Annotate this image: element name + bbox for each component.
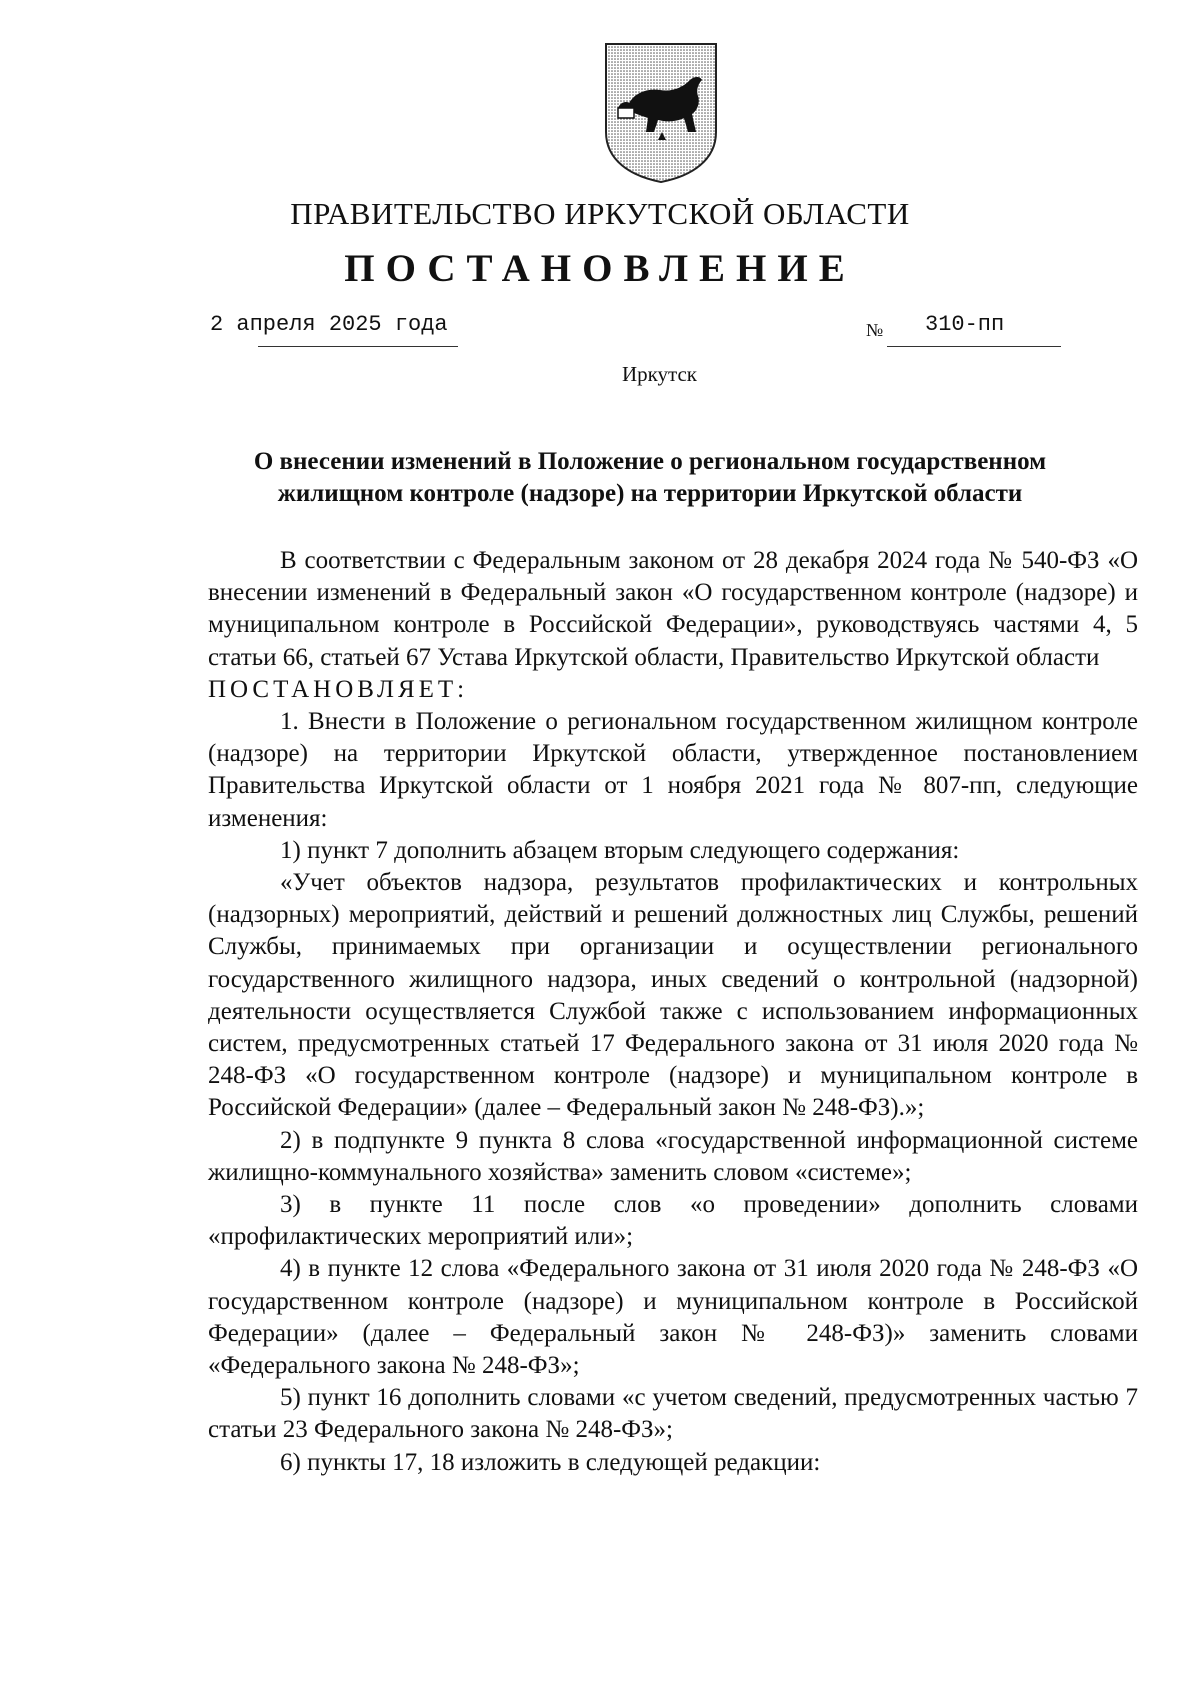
quote-paragraph: «Учет объектов надзора, результатов профилактических и контрольных (надзорных) мероприятий, действий и решений должностных лиц Службы, решений Службы, принимаемых при организации и осуществлении регионального государственного жилищного надзора, иных сведений о контрольной (надзорной) деятельности осуществляется Службой также с использованием информационных систем, предусмотренных статьей 17 Федерального закона от 31 июля 2020 года № 248-ФЗ «О государственном контроле (надзоре) и муниципальном контроле в Российской Федерации» (далее – Федеральный закон № 248-ФЗ).»; [208, 869, 1138, 1122]
item-1-paragraph: 1. Внести в Положение о региональном государственном жилищном контроле (надзоре) на территории Иркутской области, утвержденное постановлением Правительства Иркутской области от 1 ноября 2021 года № 807-пп, следующие изменения: [208, 708, 1138, 832]
date-underline [258, 346, 458, 347]
number-sign: № [866, 320, 884, 340]
number-underline [887, 346, 1061, 347]
subitem-4-paragraph: 4) в пункте 12 слова «Федерального закона от 31 июля 2020 года № 248-ФЗ «О государственном контроле (надзоре) и муниципальном контроле в Российской Федерации» (далее – Федеральный закон № 248-ФЗ)» заменить словами «Федерального закона № 248-ФЗ»; [208, 1255, 1138, 1380]
resolves-heading: ПОСТАНОВЛЯЕТ: [208, 675, 469, 703]
subitem-5-paragraph: 5) пункт 16 дополнить словами «с учетом сведений, предусмотренных частью 7 статьи 23 Федерального закона № 248-ФЗ»; [208, 1384, 1138, 1444]
document-date: 2 апреля 2025 года [210, 312, 448, 337]
city: Иркутск [621, 362, 698, 386]
subitem-3-paragraph: 3) в пункте 11 после слов «о проведении» дополнить словами «профилактических мероприятий или»; [208, 1191, 1138, 1251]
preamble-paragraph: В соответствии с Федеральным законом от 28 декабря 2024 года № 540-ФЗ «О внесении изменений в Федеральный закон «О государственном контроле (надзоре) и муниципальном контроле в Российской Федерации», руководствуясь частями 4, 5 статьи 66, статьей 67 Устава Иркутской области, Правительство Иркутской области [208, 547, 1138, 671]
document-number: 310-пп [925, 312, 1005, 337]
document-body [208, 545, 1138, 1479]
title-line: О внесении изменений в Положение о региональном государственном [253, 448, 1047, 475]
organization-name: ПРАВИТЕЛЬСТВО ИРКУТСКОЙ ОБЛАСТИ [290, 196, 910, 231]
document-title [150, 446, 1150, 510]
subitem-2-paragraph: 2) в подпункте 9 пункта 8 слова «государственной информационной системе жилищно-коммунального хозяйства» заменить словом «системе»; [208, 1126, 1138, 1186]
title-line: жилищном контроле (надзоре) на территории Иркутской области [277, 480, 1023, 507]
coat-of-arms-icon [602, 40, 720, 186]
document-type: ПОСТАНОВЛЕНИЕ [344, 247, 856, 290]
subitem-1-paragraph: 1) пункт 7 дополнить абзацем вторым следующего содержания: [280, 836, 960, 864]
subitem-6-paragraph: 6) пункты 17, 18 изложить в следующей редакции: [280, 1448, 821, 1476]
